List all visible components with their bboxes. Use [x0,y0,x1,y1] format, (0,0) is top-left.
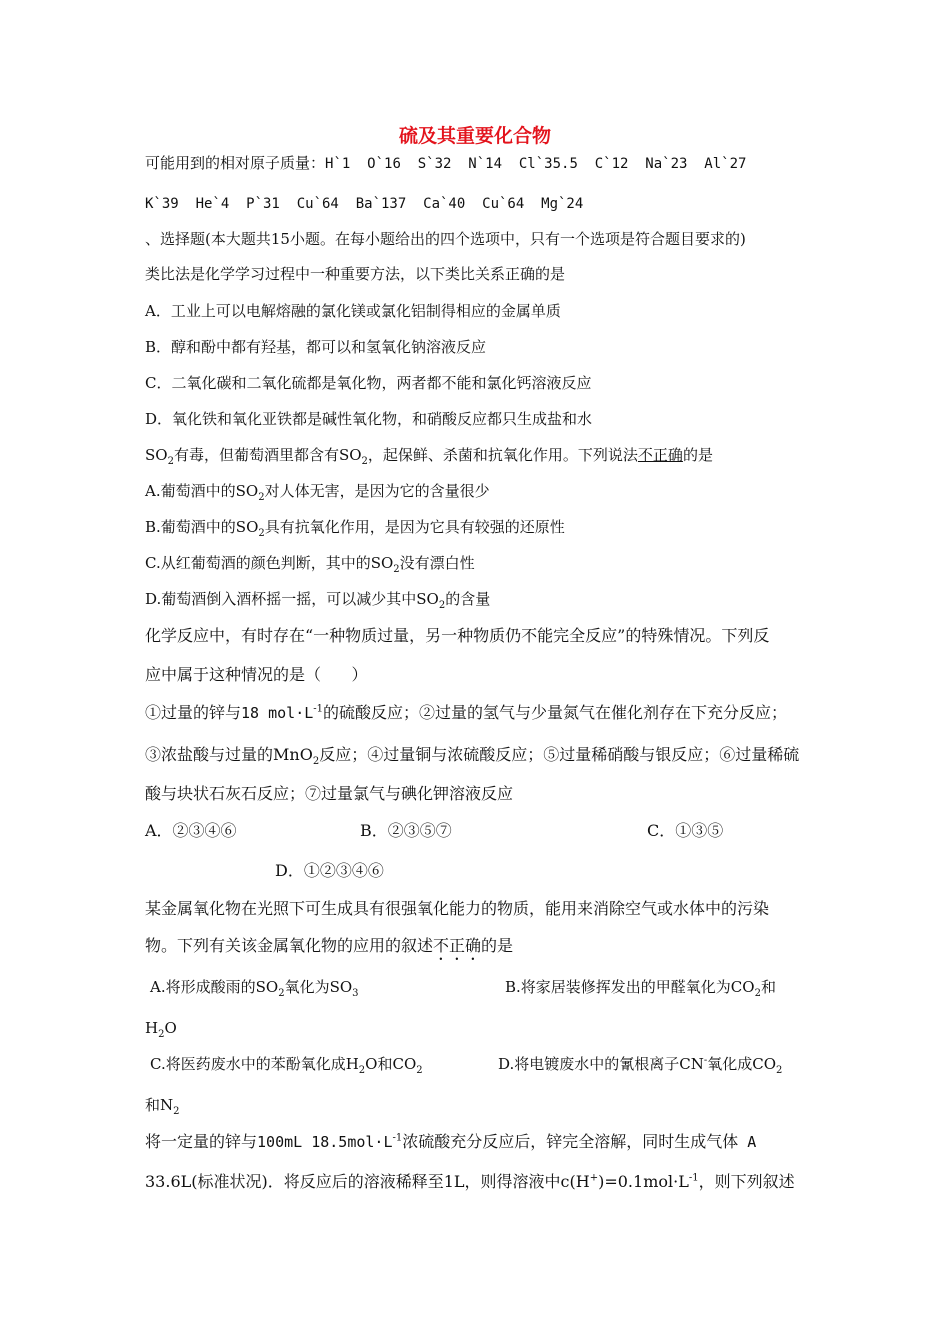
q4-d-text: 和N [145,1096,174,1114]
q5-text: 100mL 18.5mol·L [257,1133,393,1151]
q2-d-text: 的含量 [445,590,491,608]
q3-item-text: 18 mol·L [241,704,314,722]
q3-stem-line-2: 应中属于这种情况的是（ ） [145,665,368,684]
q2-stem-part: ，起保鲜、杀菌和抗氧化作用。下列说法 [367,446,638,464]
q4-stem-line-2 [145,936,513,964]
superscript: -1 [313,703,324,715]
subscript: 2 [167,456,174,467]
q3-option-a: A．②③④⑥ [145,821,237,840]
q2-b-text: B.葡萄酒中的SO [145,518,259,536]
q2-option-a [145,481,490,501]
q2-b-text: 具有抗氧化作用，是因为它具有较强的还原性 [264,518,565,536]
q1-option-d: D．氧化铁和氧化亚铁都是碱性氧化物，和硝酸反应都只生成盐和水 [145,410,593,428]
q5-text: 将一定量的锌与 [145,1132,258,1151]
subscript: 3 [352,988,359,999]
q1-stem: 类比法是化学学习过程中一种重要方法，以下类比关系正确的是 [145,265,566,283]
q4-b-text: H [145,1019,159,1037]
q5-text: ，则下列叙述 [698,1172,795,1191]
subscript: 2 [258,492,265,503]
atomic-masses-label: 可能用到的相对原子质量： [145,154,326,172]
q3-item-text: ①过量的锌与 [145,703,242,722]
q2-option-b [145,517,565,537]
subscript: 2 [312,756,320,768]
q2-option-d [145,589,490,609]
q5-text: 33.6L(标准状况)．将反应后的溶液稀释至1L，则得溶液中c(H [145,1172,590,1191]
q4-c-text: C.将医药废水中的苯酚氧化成H [150,1055,359,1073]
q4-option-c [150,1054,423,1074]
q3-items-line-3: 酸与块状石灰石反应；⑦过量氯气与碘化钾溶液反应 [145,784,514,803]
page-title: 硫及其重要化合物 [398,125,551,147]
q4-d-text: 氧化成CO [707,1055,777,1073]
q2-underlined-text: 不正确 [637,446,683,464]
subscript: 2 [361,456,368,467]
subscript: 2 [258,528,265,539]
subscript: 2 [754,988,761,999]
q4-option-a [150,977,359,997]
q3-stem-line-1: 化学反应中，有时存在“一种物质过量，另一种物质仍不能完全反应”的特殊情况。下列反 [145,626,770,645]
q2-c-text: 没有漂白性 [399,554,475,572]
subscript: 2 [776,1065,783,1076]
q5-stem-line-2 [145,1172,795,1192]
subscript: 2 [173,1106,180,1117]
q2-stem-part: 有毒，但葡萄酒里都含有SO [173,446,362,464]
subscript: 2 [358,1065,366,1076]
q5-text: )=0.1mol·L [598,1172,689,1191]
q3-item-text: 反应；④过量铜与浓硫酸反应；⑤过量稀硝酸与银反应；⑥过量稀硫 [319,745,800,764]
q2-a-text: 对人体无害，是因为它的含量很少 [264,482,490,500]
subscript: 2 [278,988,285,999]
q3-item-text: ③浓盐酸与过量的MnO [145,745,313,764]
q2-a-text: A.葡萄酒中的SO [145,482,259,500]
subscript: 2 [393,564,400,575]
q4-b-text: 和 [760,978,776,996]
q2-d-text: D.葡萄酒倒入酒杯摇一摇，可以减少其中SO [145,590,439,608]
q4-a-text: 氧化为SO [284,978,353,996]
q4-b-text: O [164,1019,177,1037]
q4-stem-text: 的是 [481,936,514,955]
q3-option-d: D．①②③④⑥ [275,861,384,880]
q5-text: 浓硫酸充分反应后，锌完全溶解，同时生成气体 [402,1132,739,1151]
q3-item-text: 的硫酸反应；②过量的氢气与少量氮气在催化剂存在下充分反应； [323,703,788,722]
q5-stem-line-1 [145,1132,756,1152]
q3-option-c: C．①③⑤ [647,821,724,840]
atomic-masses-line-2: K`39 He`4 P`31 Cu`64 Ba`137 Ca`40 Cu`64 Mg`24 [145,196,584,212]
q4-d-text: D.将电镀废水中的氰根离子CN [498,1055,704,1073]
q1-option-c: C．二氧化碳和二氧化硫都是氧化物，两者都不能和氯化钙溶液反应 [145,374,592,392]
q1-option-b: B．醇和酚中都有羟基，都可以和氢氧化钠溶液反应 [145,338,487,356]
q5-text: A [738,1133,757,1151]
q4-stem-line-1: 某金属氧化物在光照下可生成具有很强氧化能力的物质，能用来消除空气或水体中的污染 [145,899,770,918]
q4-c-text: O和CO [365,1055,417,1073]
q2-stem [145,445,713,465]
subscript: 2 [438,600,446,611]
q2-stem-part: SO [145,446,168,464]
section-header: 、选择题(本大题共15小题。在每小题给出的四个选项中，只有一个选项是符合题目要求的) [145,230,746,248]
q2-option-c [145,553,475,573]
q4-option-b [505,977,776,997]
q1-option-a: A．工业上可以电解熔融的氯化镁或氯化铝制得相应的金属单质 [145,302,561,320]
q4-a-text: A.将形成酸雨的SO [150,978,279,996]
superscript: + [589,1172,599,1184]
q3-option-b: B．②③⑤⑦ [360,821,452,840]
q3-items-line-1 [145,703,787,723]
subscript: 2 [158,1029,165,1040]
atomic-masses-line-1 [145,153,746,174]
superscript: -1 [392,1132,403,1144]
q3-items-line-2 [145,745,800,768]
atomic-masses-values-1: H`1 O`16 S`32 N`14 Cl`35.5 C`12 Na`23 Al`27 [325,156,747,172]
q4-stem-text: 物。下列有关该金属氧化物的应用的叙述 [145,936,434,955]
q2-stem-part: 的是 [682,446,713,464]
q4-option-b-continued [145,1018,177,1038]
superscript: - [703,1055,708,1066]
q4-emphasized-text: 不正确 [433,936,482,955]
q4-option-d-continued [145,1095,180,1115]
superscript: -1 [688,1172,699,1184]
subscript: 2 [416,1065,423,1076]
q4-option-d [498,1054,782,1074]
q2-c-text: C.从红葡萄酒的颜色判断，其中的SO [145,554,394,572]
q4-b-text: B.将家居装修挥发出的甲醛氧化为CO [505,978,755,996]
